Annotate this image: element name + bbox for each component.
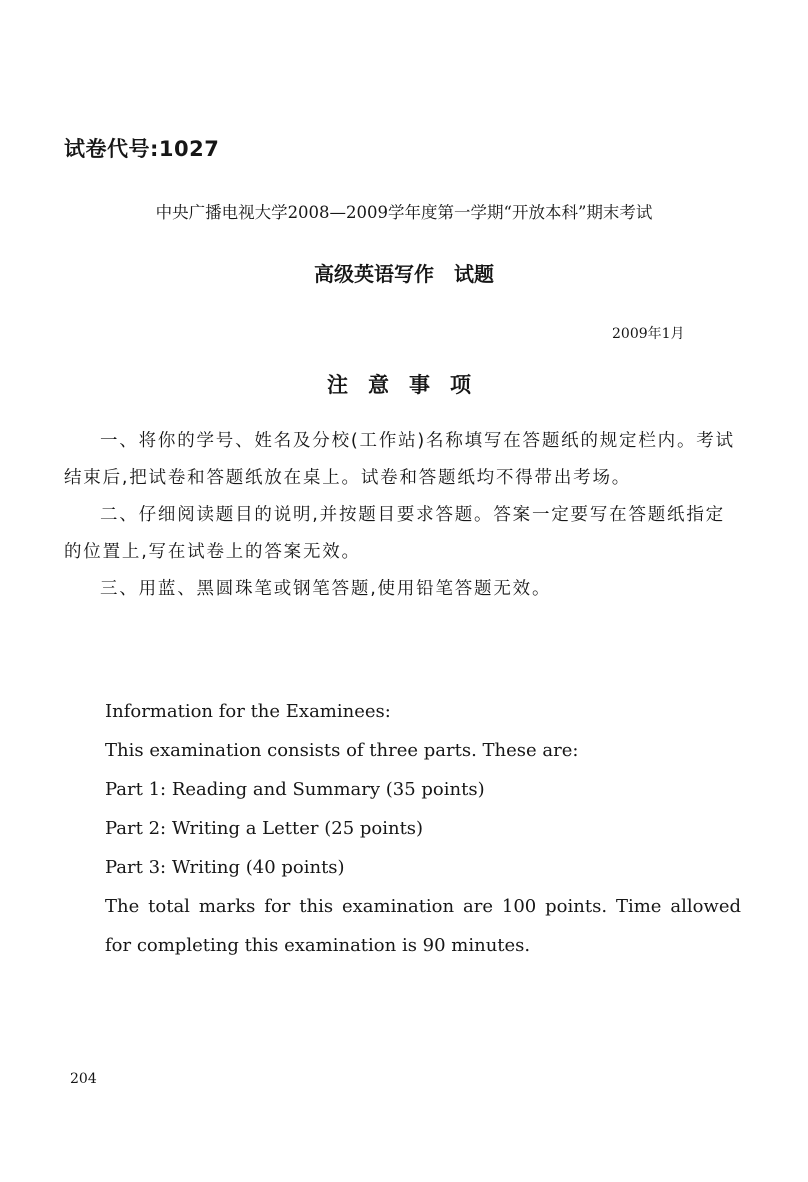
notice-item-2: 二、仔细阅读题目的说明,并按题目要求答题。答案一定要写在答题纸指定的位置上,写在试卷上的答案无效。 <box>64 505 725 562</box>
total-marks-text: The total marks for this examination are 100 points. Time allowed for completing this examination is 90 minutes. <box>105 896 741 956</box>
exam-header: 中央广播电视大学2008—2009学年度第一学期“开放本科”期末考试 <box>155 203 653 222</box>
examinee-info-heading: Information for the Examinees: <box>105 701 391 722</box>
notice-list <box>64 423 740 608</box>
notice-item-1: 一、将你的学号、姓名及分校(工作站)名称填写在答题纸的规定栏内。考试结束后,把试卷和答题纸放在桌上。试卷和答题纸均不得带出考场。 <box>64 431 735 488</box>
exam-date: 2009年1月 <box>612 326 685 342</box>
paper-code: 试卷代号:1027 <box>64 137 220 161</box>
notice-item-3: 三、用蓝、黑圆珠笔或钢笔答题,使用铅笔答题无效。 <box>100 579 552 599</box>
part-2-line: Part 2: Writing a Letter (25 points) <box>105 818 424 839</box>
notice-heading: 注意事项 <box>327 373 491 397</box>
part-3-line: Part 3: Writing (40 points) <box>105 857 345 878</box>
examinee-info <box>105 692 741 965</box>
page-number: 204 <box>70 1071 97 1087</box>
part-1-line: Part 1: Reading and Summary (35 points) <box>105 779 485 800</box>
subject-title: 高级英语写作 试题 <box>314 262 494 286</box>
examinee-info-intro: This examination consists of three parts. These are: <box>105 740 579 761</box>
